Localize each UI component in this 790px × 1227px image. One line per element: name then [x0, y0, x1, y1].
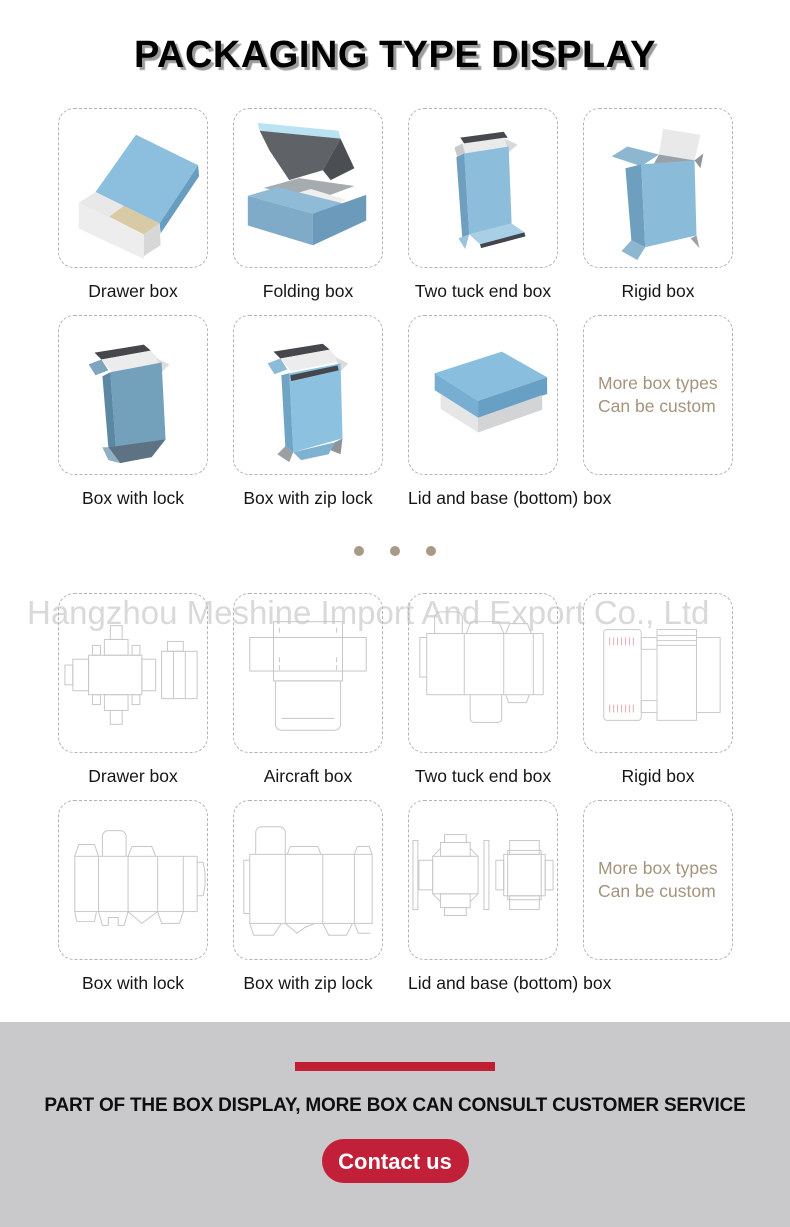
card-more-box-types: [583, 315, 733, 475]
card-lid-and-base-box-dieline: [408, 800, 558, 960]
card-cell: [58, 315, 208, 522]
card-cell: [408, 593, 558, 800]
card-cell: [233, 315, 383, 522]
lid-and-base-box-dieline-icon: [409, 801, 557, 959]
card-box-with-zip-lock-dieline: [233, 800, 383, 960]
box-type-label: Lid and base (bottom) box: [408, 488, 612, 508]
drawer-box-dieline-icon: [59, 594, 207, 752]
card-cell: [408, 315, 612, 522]
red-divider-bar: [295, 1062, 495, 1071]
note-line-2: Can be custom: [598, 396, 716, 416]
footer-message: PART OF THE BOX DISPLAY, MORE BOX CAN CONSULT CUSTOMER SERVICE: [44, 1095, 746, 1116]
card-cell: [583, 593, 733, 800]
card-two-tuck-end-box-dieline: [408, 593, 558, 753]
box-type-label: Folding box: [262, 281, 354, 301]
card-lid-and-base-box-3d: [408, 315, 558, 475]
box-type-label: Two tuck end box: [414, 281, 552, 301]
box-with-lock-3d-icon: [59, 316, 207, 474]
card-cell: [233, 108, 383, 315]
card-cell: [408, 800, 612, 1007]
two-tuck-end-box-dieline-icon: [409, 594, 557, 752]
card-drawer-box-3d: [58, 108, 208, 268]
lid-and-base-box-3d-icon: [409, 316, 557, 474]
note-line-1: More box types: [598, 373, 718, 393]
card-cell: [58, 593, 208, 800]
card-aircraft-box-dieline: [233, 593, 383, 753]
card-box-with-lock-dieline: [58, 800, 208, 960]
rigid-box-dieline-icon: [584, 594, 732, 752]
section-3d-boxes: [58, 108, 733, 522]
section-dieline-boxes: [58, 593, 733, 1007]
more-box-types-note: [584, 372, 718, 418]
box-with-zip-lock-3d-icon: [234, 316, 382, 474]
box-type-label: Lid and base (bottom) box: [408, 973, 612, 993]
box-type-label: Drawer box: [88, 281, 178, 301]
box-type-label: Rigid box: [621, 766, 695, 786]
card-folding-box-3d: [233, 108, 383, 268]
box-type-label: Two tuck end box: [414, 766, 552, 786]
card-cell: [408, 108, 558, 315]
card-cell: [583, 108, 733, 315]
page-title: PACKAGING TYPE DISPLAY: [134, 34, 656, 76]
card-cell: [58, 800, 208, 1007]
box-type-label: Drawer box: [88, 766, 178, 786]
pagination-dots: [0, 543, 790, 561]
card-cell: [233, 800, 383, 1007]
card-cell: [58, 108, 208, 315]
company-watermark: Hangzhou Meshine Import And Export Co., Ltd: [27, 594, 710, 631]
box-type-label: Aircraft box: [263, 766, 353, 786]
card-rigid-box-3d: [583, 108, 733, 268]
box-type-label: Box with lock: [81, 973, 185, 993]
note-line-1: More box types: [598, 858, 718, 878]
card-cell: [583, 800, 733, 1007]
box-type-label: Box with zip lock: [243, 973, 373, 993]
box-type-label: Box with zip lock: [243, 488, 373, 508]
pagination-dot[interactable]: [390, 546, 400, 556]
more-box-types-note: [584, 857, 718, 903]
aircraft-box-dieline-icon: [234, 594, 382, 752]
drawer-box-3d-icon: [59, 109, 207, 267]
card-more-box-types: [583, 800, 733, 960]
card-box-with-lock-3d: [58, 315, 208, 475]
card-box-with-zip-lock-3d: [233, 315, 383, 475]
card-cell: [583, 315, 733, 522]
footer-section: [0, 1022, 790, 1227]
card-drawer-box-dieline: [58, 593, 208, 753]
folding-box-3d-icon: [234, 109, 382, 267]
contact-us-button[interactable]: Contact us: [322, 1139, 469, 1183]
box-with-zip-lock-dieline-icon: [234, 801, 382, 959]
two-tuck-end-box-3d-icon: [409, 109, 557, 267]
box-type-label: Box with lock: [81, 488, 185, 508]
pagination-dot[interactable]: [426, 546, 436, 556]
card-two-tuck-end-box-3d: [408, 108, 558, 268]
pagination-dot[interactable]: [354, 546, 364, 556]
box-type-label: Rigid box: [621, 281, 695, 301]
card-cell: [233, 593, 383, 800]
box-with-lock-dieline-icon: [59, 801, 207, 959]
card-rigid-box-dieline: [583, 593, 733, 753]
rigid-box-3d-icon: [584, 109, 732, 267]
note-line-2: Can be custom: [598, 881, 716, 901]
